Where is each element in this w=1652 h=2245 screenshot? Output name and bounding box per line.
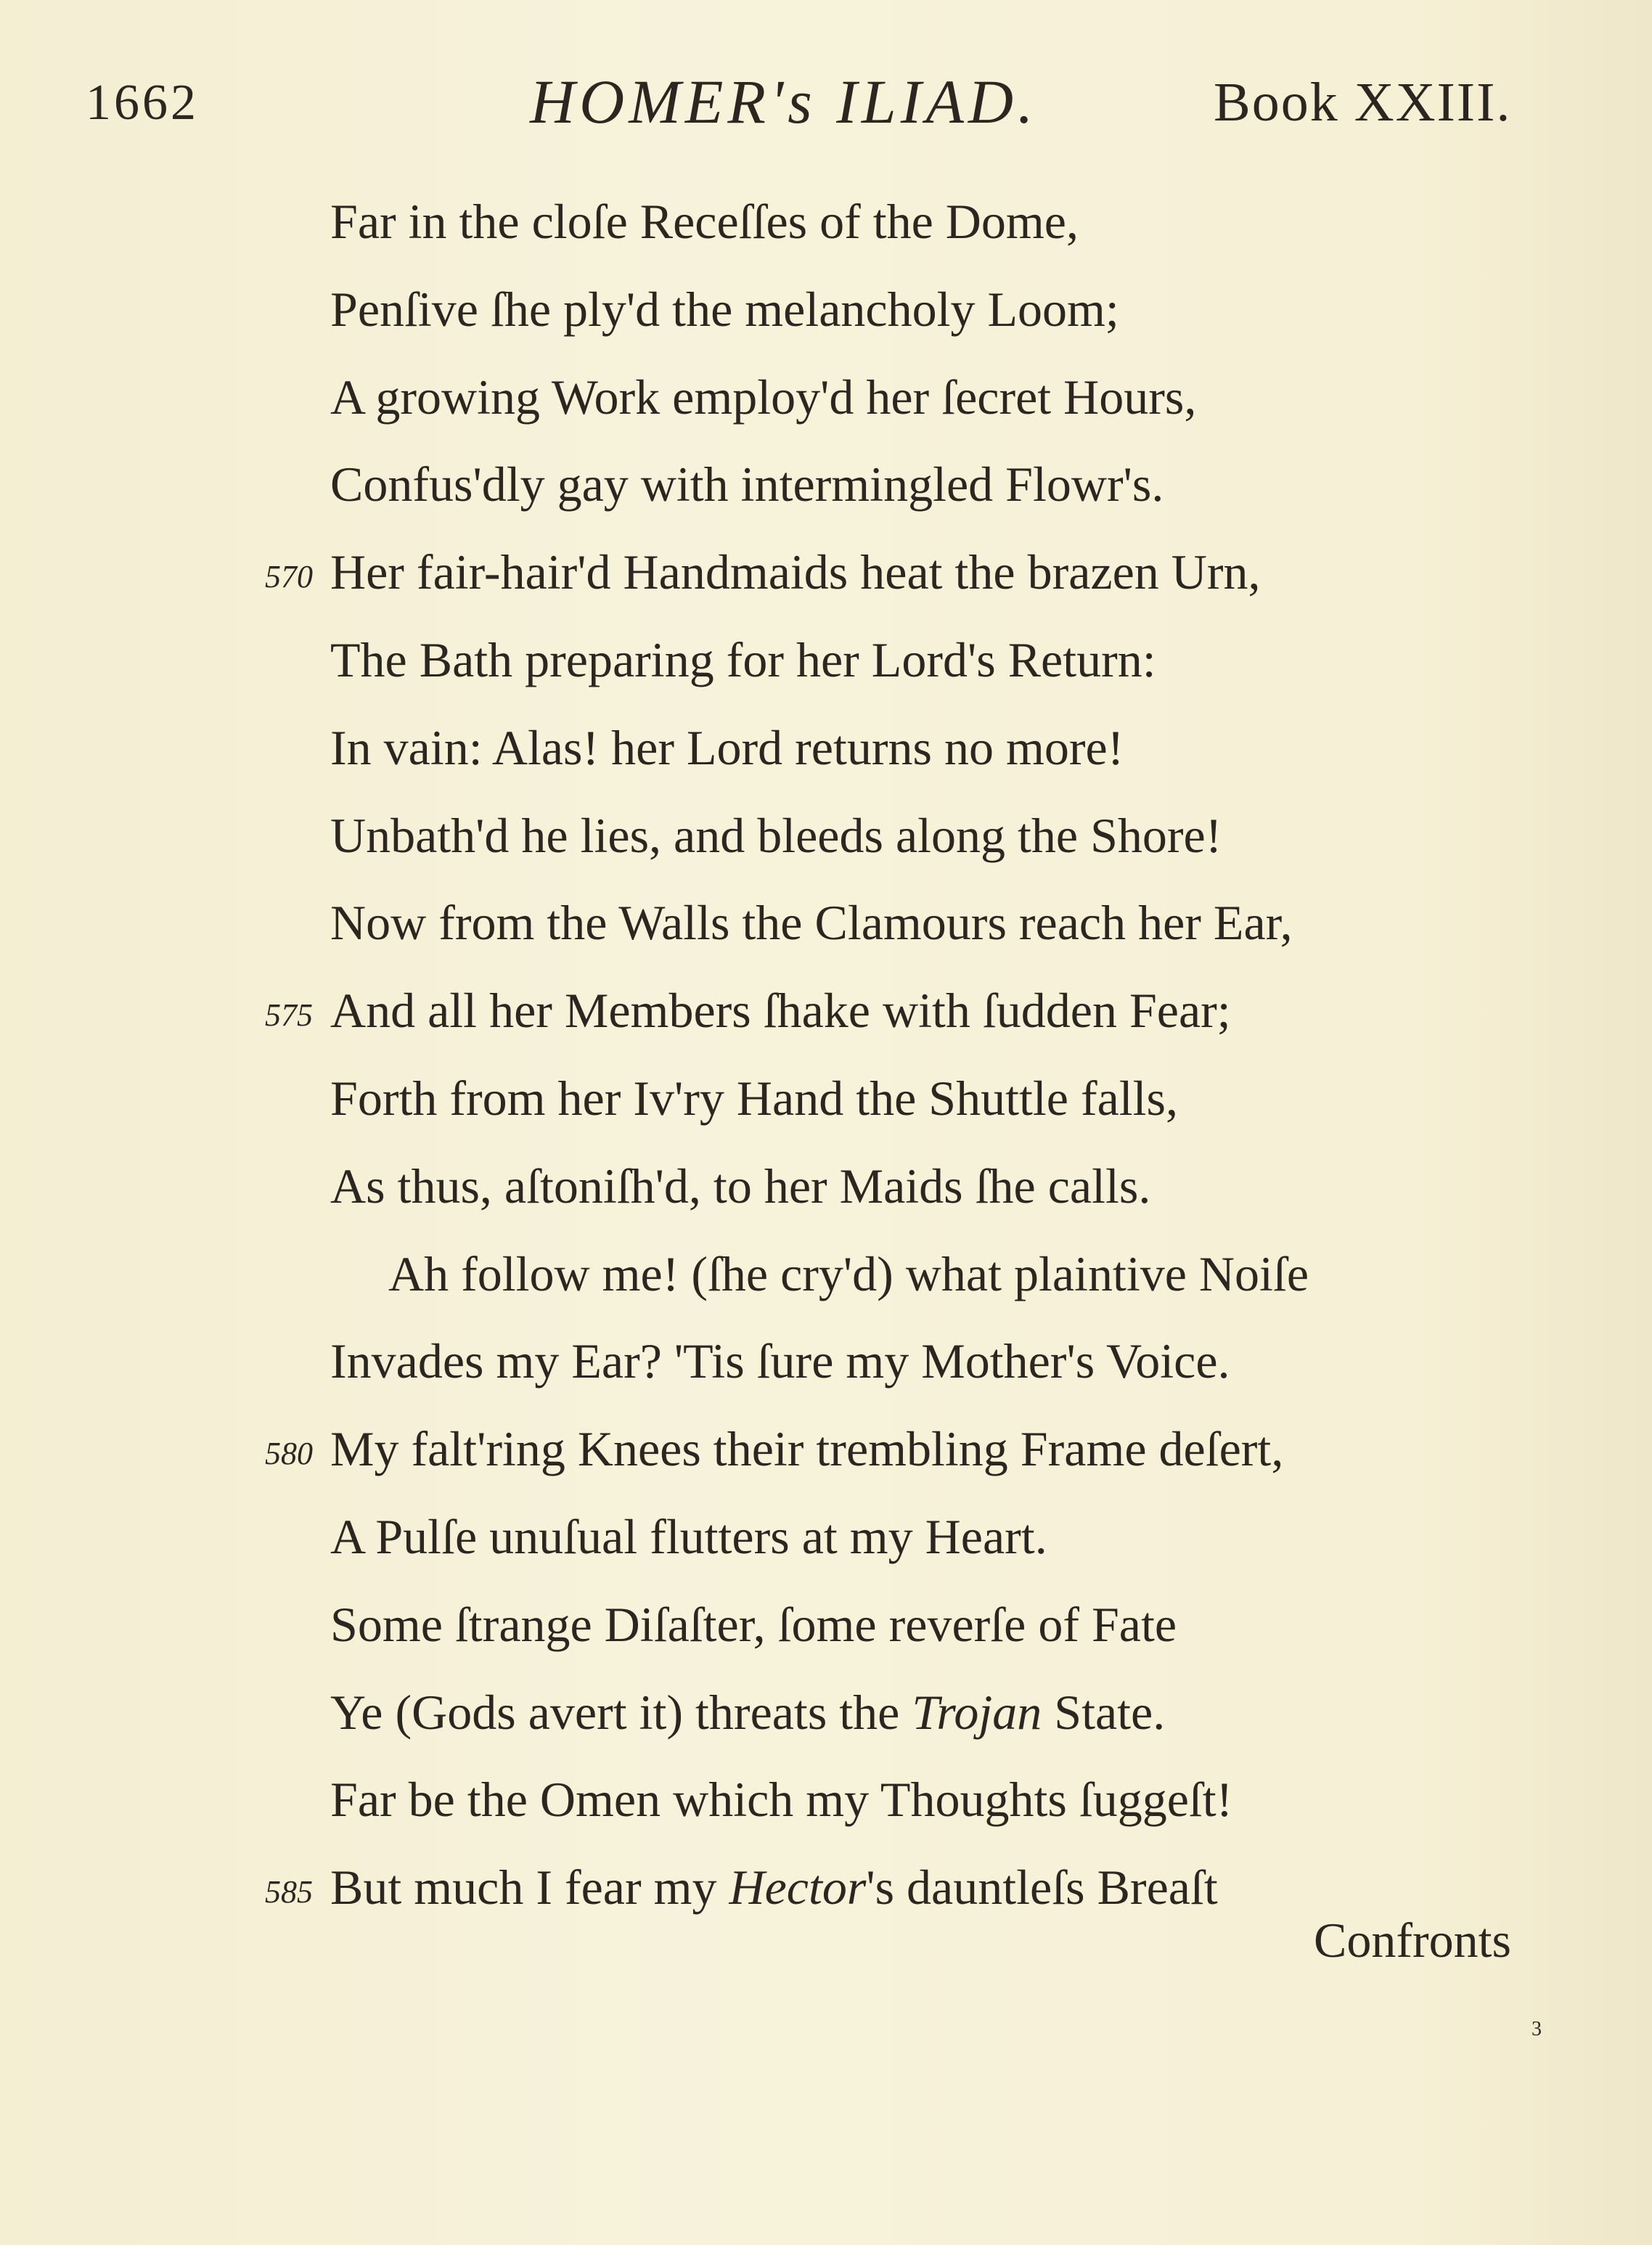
verse-line: Now from the Walls the Clamours reach her Ear, (330, 895, 1293, 950)
verse-line: A growing Work employ'd her ſecret Hours, (330, 369, 1197, 425)
verse-line: Her fair-hair'd Handmaids heat the brazen Urn, (330, 544, 1261, 600)
verse-line: Unbath'd he lies, and bleeds along the Shore! (330, 808, 1222, 863)
verse-line: Confus'dly gay with intermingled Flowr's. (330, 457, 1164, 512)
verse-line: Far be the Omen which my Thoughts ſuggeſt! (330, 1772, 1233, 1827)
verse-line: In vain: Alas! her Lord returns no more! (330, 720, 1124, 775)
verse-line: My falt'ring Knees their trembling Frame deſert, (330, 1421, 1284, 1476)
verse-line: Invades my Ear? 'Tis ſure my Mother's Voice. (330, 1333, 1230, 1389)
italic-proper-noun: Trojan (912, 1685, 1042, 1740)
line-number: 570 (265, 559, 313, 594)
italic-proper-noun: Hector (729, 1860, 867, 1915)
line-number: 585 (265, 1874, 313, 1910)
verse-line: As thus, aſtoniſh'd, to her Maids ſhe calls. (330, 1158, 1151, 1214)
catchword: Confronts (1314, 1913, 1511, 1968)
verse-line: Penſive ſhe ply'd the melancholy Loom; (330, 282, 1119, 337)
running-header (0, 65, 1652, 138)
verse-line (330, 1672, 1564, 1752)
verse-line: The Bath preparing for her Lord's Return: (330, 632, 1156, 687)
running-title: HOMER's ILIAD. (530, 67, 1038, 136)
page-number: 1662 (86, 75, 199, 131)
line-number: 575 (265, 997, 313, 1033)
verse-line: And all her Members ſhake with ſudden Fear; (330, 983, 1231, 1038)
verse-line: Forth from her Iv'ry Hand the Shuttle falls, (330, 1071, 1179, 1126)
verse-text: But much I fear my (330, 1860, 729, 1915)
verse-text: State. (1042, 1685, 1166, 1740)
verse-line: Far in the cloſe Receſſes of the Dome, (330, 194, 1079, 249)
verse-line: A Pulſe unuſual flutters at my Heart. (330, 1509, 1047, 1564)
verse-line: Some ſtrange Diſaſter, ſome reverſe of Fate (330, 1597, 1177, 1652)
verse-line: Ah follow me! (ſhe cry'd) what plaintive Noiſe (388, 1246, 1309, 1301)
signature-mark: 3 (1532, 2018, 1542, 2040)
verse-text: Ye (Gods avert it) threats the (330, 1685, 912, 1740)
verse-text: 's dauntleſs Breaſt (866, 1860, 1218, 1915)
line-number: 580 (265, 1436, 313, 1471)
book-label: Book XXIII. (1214, 72, 1512, 133)
